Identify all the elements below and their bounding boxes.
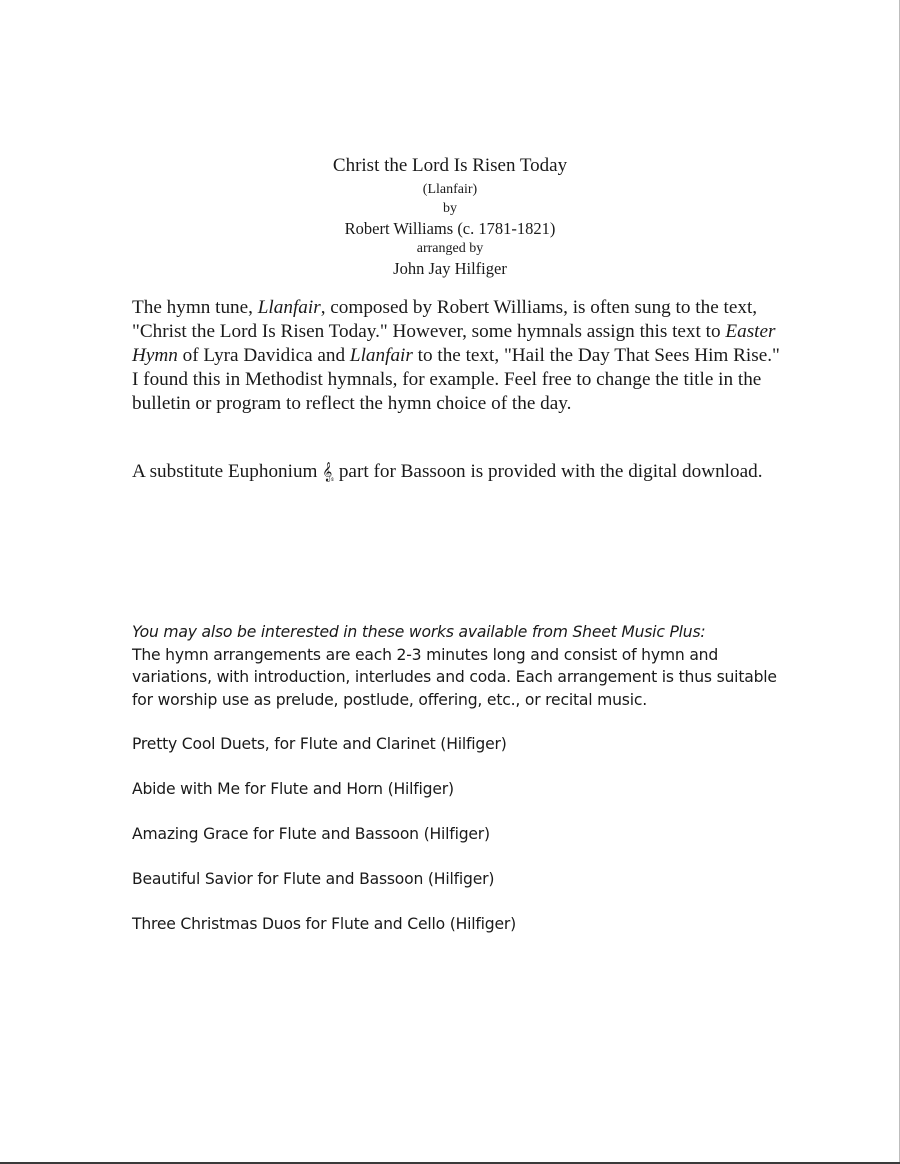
- hymn-title: Christ the Lord Is Risen Today: [332, 155, 568, 176]
- arranged-by-label: arranged by: [416, 241, 484, 256]
- promo-text: The hymn arrangements are each 2-3 minutes long and consist of hymn and variations, with introduction, interludes and coda. Each arrangement is thus suitable for worship use as prelude, postlude, offering, etc., or recital music.: [132, 645, 777, 709]
- composer-credit: Robert Williams (c. 1781-1821): [344, 219, 556, 238]
- list-item: Beautiful Savior for Flute and Bassoon (Hilfiger): [132, 870, 495, 888]
- promo-intro: [132, 621, 792, 711]
- substitute-part-note: [132, 456, 782, 488]
- description-paragraph: [132, 296, 782, 416]
- list-item: Abide with Me for Flute and Horn (Hilfiger): [132, 780, 454, 798]
- text-run: A substitute Euphonium: [132, 461, 323, 482]
- related-works-list: [132, 733, 516, 958]
- tune-name: (Llanfair): [422, 182, 478, 197]
- italic-tune-name: Easter Hymn: [132, 321, 776, 366]
- list-item: Three Christmas Duos for Flute and Cello (Hilfiger): [132, 915, 516, 933]
- arranger-credit: John Jay Hilfiger: [393, 259, 507, 278]
- by-label: by: [443, 201, 457, 216]
- text-run: to the text, "Hail the Day That Sees Him Rise." I found this in Methodist hymnals, for example. Feel free to change the title in the bulletin or program to reflect the hymn choice of the day.: [132, 345, 780, 414]
- text-run: The hymn tune,: [132, 297, 258, 318]
- italic-tune-name: Llanfair: [257, 297, 321, 318]
- text-run: of Lyra Davidica and: [177, 345, 350, 366]
- promo-lead: You may also be interested in these works available from Sheet Music Plus:: [132, 623, 706, 641]
- title-block: [0, 152, 900, 279]
- treble-clef-icon: 𝄠: [322, 462, 335, 482]
- italic-tune-name: Llanfair: [349, 345, 413, 366]
- list-item: Amazing Grace for Flute and Bassoon (Hilfiger): [132, 825, 490, 843]
- text-run: part for Bassoon is provided with the digital download.: [334, 461, 763, 482]
- text-run: , composed by Robert Williams, is often sung to the text, "Christ the Lord Is Risen Today." However, some hymnals assign this text to: [132, 297, 758, 342]
- list-item: Pretty Cool Duets, for Flute and Clarinet (Hilfiger): [132, 735, 507, 753]
